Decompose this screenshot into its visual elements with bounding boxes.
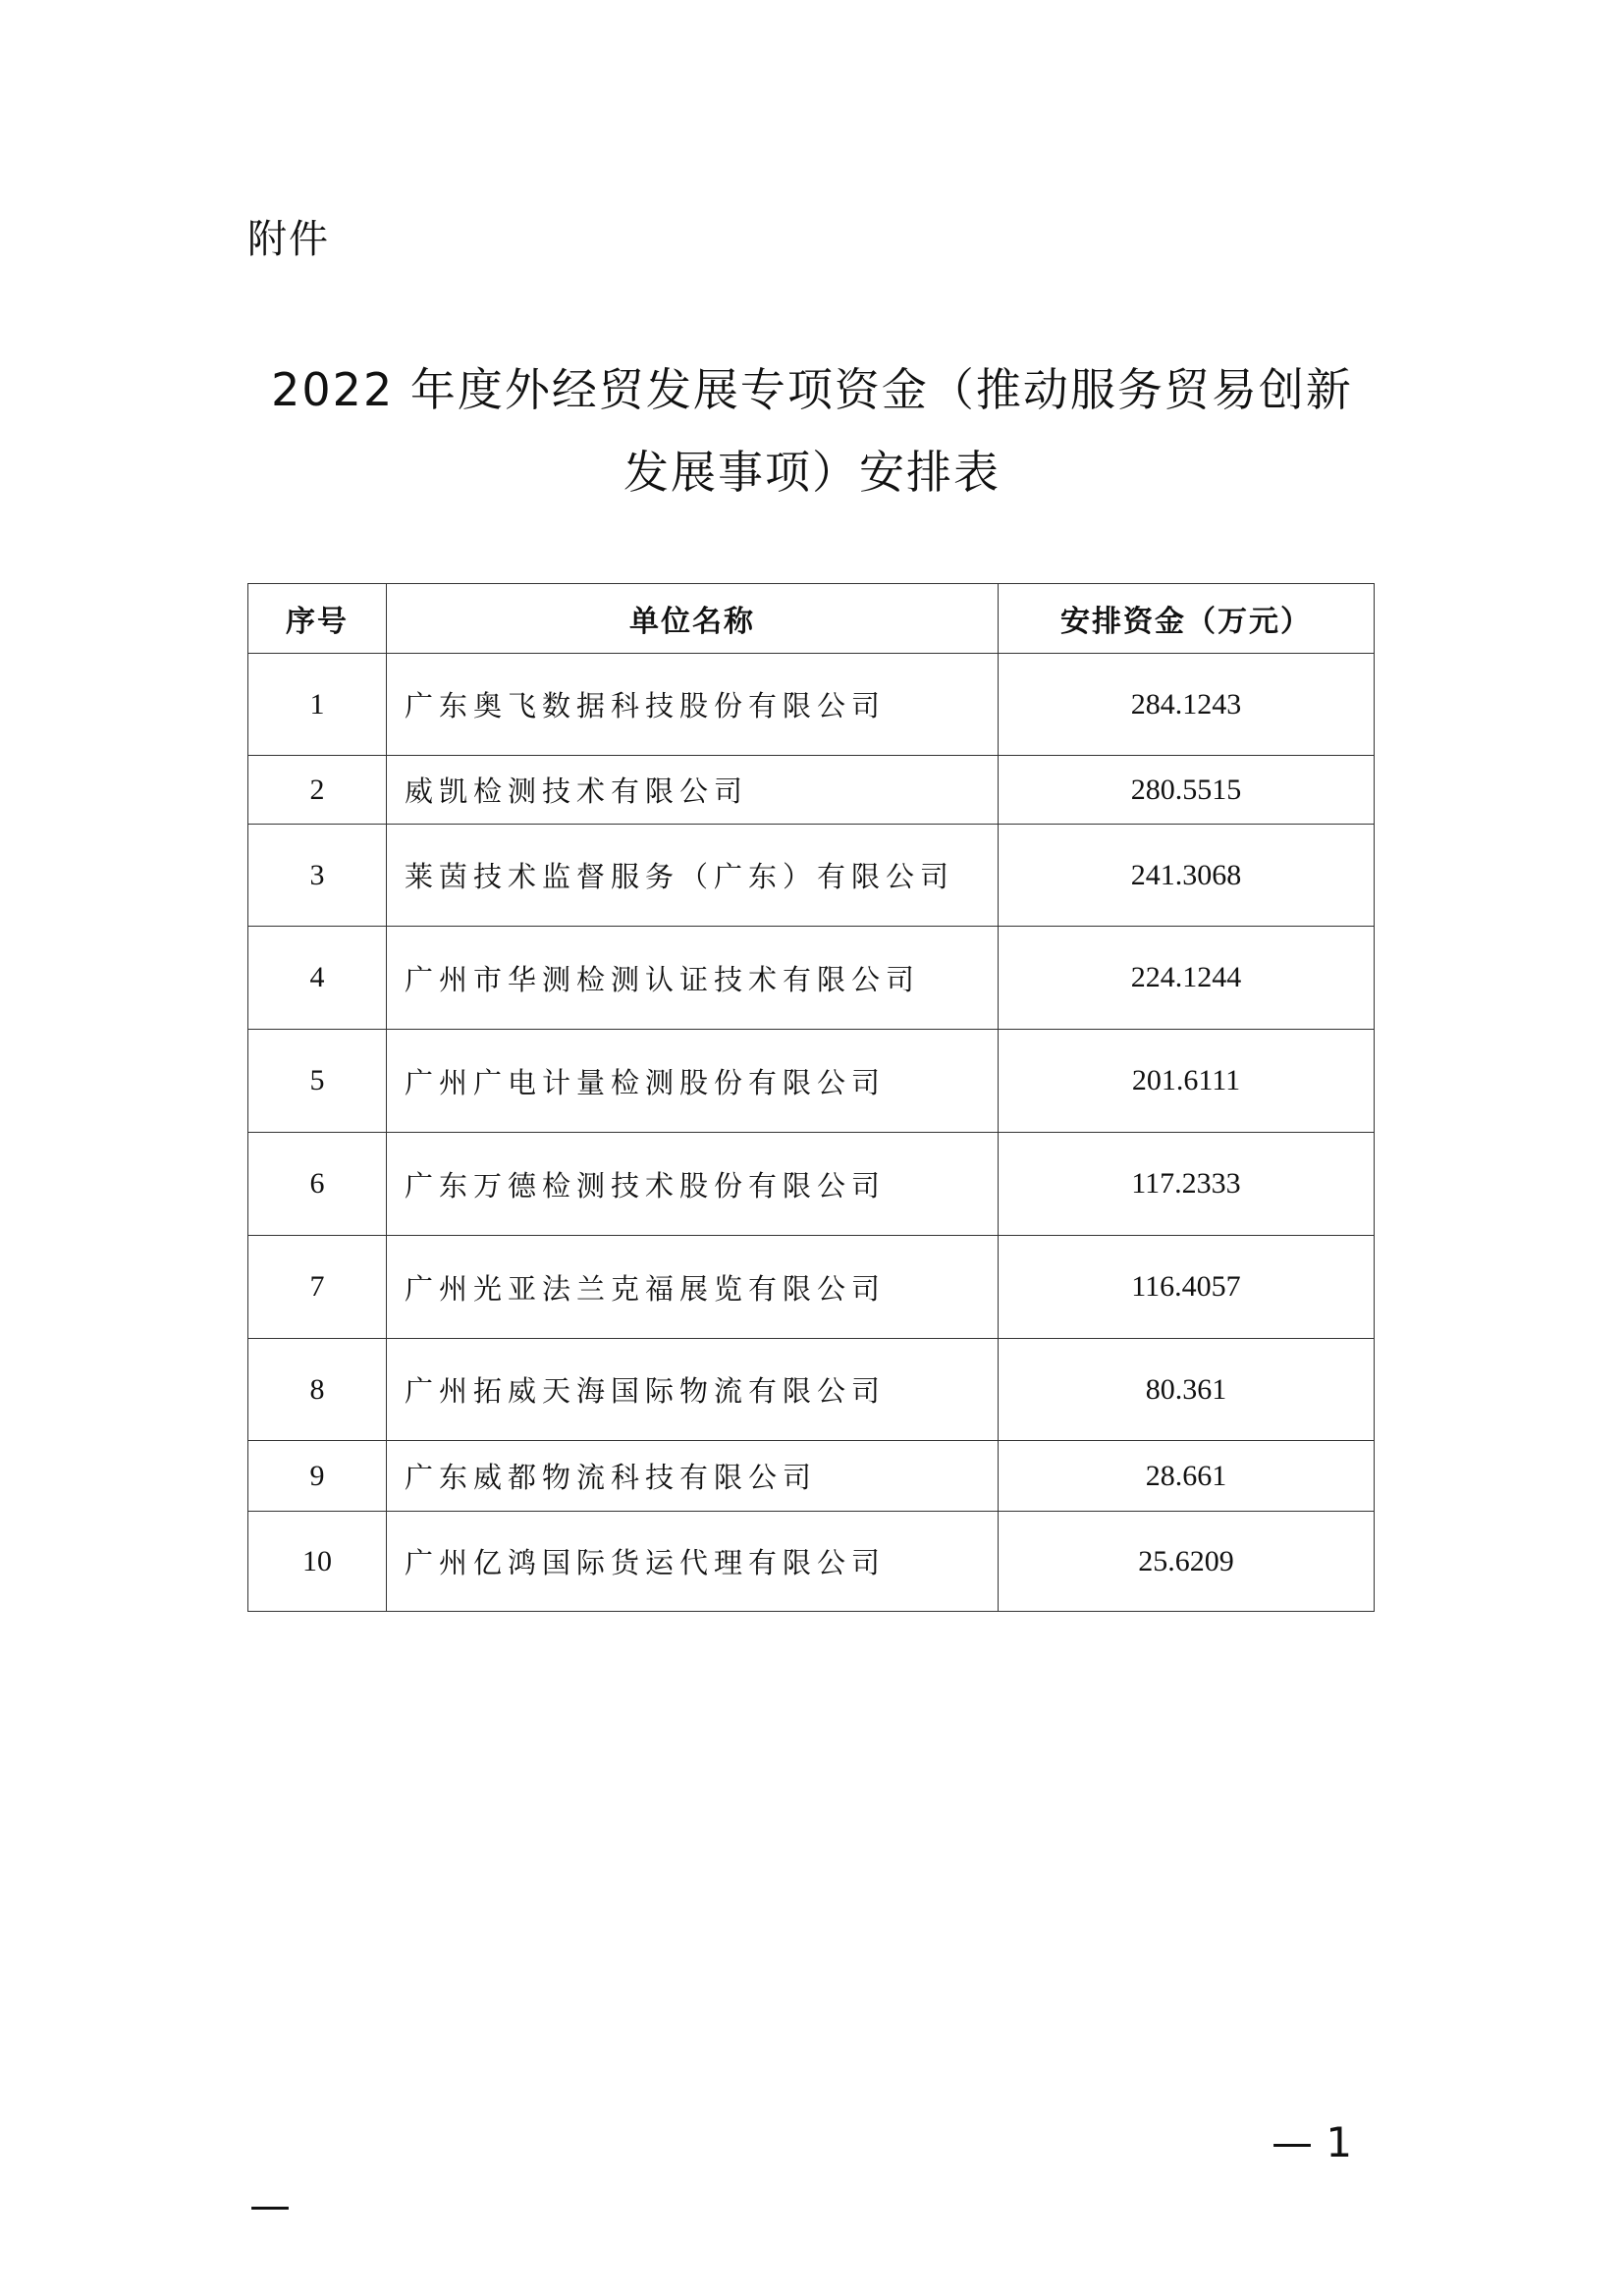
row-amount: 224.1244	[999, 927, 1375, 1030]
table-row	[248, 927, 1375, 1030]
row-company-name: 广东万德检测技术股份有限公司	[387, 1133, 999, 1236]
row-amount: 241.3068	[999, 825, 1375, 927]
row-index: 2	[248, 756, 387, 825]
row-index: 4	[248, 927, 387, 1030]
row-index: 8	[248, 1339, 387, 1441]
row-index: 5	[248, 1030, 387, 1133]
document-title	[0, 348, 1624, 513]
row-index: 10	[248, 1512, 387, 1612]
row-amount: 80.361	[999, 1339, 1375, 1441]
row-amount: 284.1243	[999, 654, 1375, 756]
row-index: 1	[248, 654, 387, 756]
row-company-name: 广州光亚法兰克福展览有限公司	[387, 1236, 999, 1339]
row-amount: 25.6209	[999, 1512, 1375, 1612]
title-line-1: 2022 年度外经贸发展专项资金（推动服务贸易创新	[271, 363, 1353, 416]
page-number: — 1	[1272, 2118, 1353, 2166]
header-amount: 安排资金（万元）	[999, 584, 1375, 654]
header-company-name: 单位名称	[387, 584, 999, 654]
row-company-name: 广州市华测检测认证技术有限公司	[387, 927, 999, 1030]
row-index: 3	[248, 825, 387, 927]
header-index: 序号	[248, 584, 387, 654]
table-row	[248, 1339, 1375, 1441]
title-line-2: 发展事项）安排表	[623, 446, 1001, 499]
row-index: 7	[248, 1236, 387, 1339]
row-amount: 116.4057	[999, 1236, 1375, 1339]
table-row	[248, 1236, 1375, 1339]
table-row	[248, 654, 1375, 756]
table-header-row	[248, 584, 1375, 654]
funding-table	[247, 583, 1375, 1612]
row-index: 6	[248, 1133, 387, 1236]
row-index: 9	[248, 1441, 387, 1512]
row-company-name: 广东奥飞数据科技股份有限公司	[387, 654, 999, 756]
table-row	[248, 1030, 1375, 1133]
row-company-name: 广州亿鸿国际货运代理有限公司	[387, 1512, 999, 1612]
row-company-name: 莱茵技术监督服务（广东）有限公司	[387, 825, 999, 927]
row-amount: 117.2333	[999, 1133, 1375, 1236]
table-row	[248, 1512, 1375, 1612]
footer-dash: —	[249, 2181, 291, 2229]
attachment-label: 附件	[247, 217, 330, 262]
table-row	[248, 1441, 1375, 1512]
row-company-name: 威凯检测技术有限公司	[387, 756, 999, 825]
table-row	[248, 1133, 1375, 1236]
table-row	[248, 756, 1375, 825]
row-amount: 28.661	[999, 1441, 1375, 1512]
row-company-name: 广州拓威天海国际物流有限公司	[387, 1339, 999, 1441]
row-amount: 201.6111	[999, 1030, 1375, 1133]
row-company-name: 广州广电计量检测股份有限公司	[387, 1030, 999, 1133]
row-amount: 280.5515	[999, 756, 1375, 825]
table-row	[248, 825, 1375, 927]
row-company-name: 广东威都物流科技有限公司	[387, 1441, 999, 1512]
